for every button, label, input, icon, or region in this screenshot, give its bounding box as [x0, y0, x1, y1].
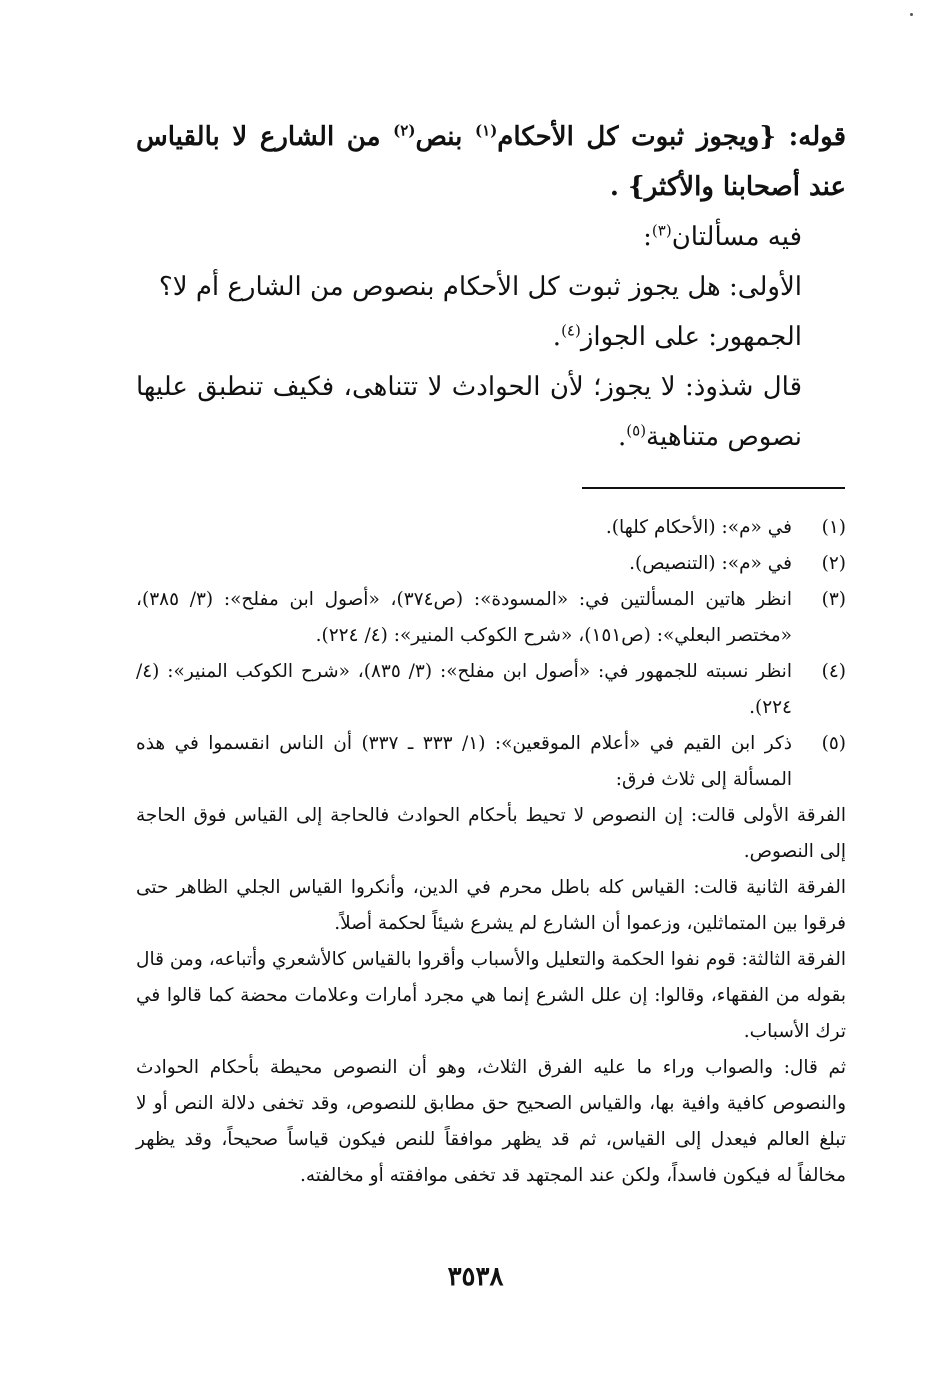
footnote-text: في «م»: (الأحكام كلها). — [605, 517, 792, 538]
footnote-text: ذكر ابن القيم في «أعلام الموقعين»: (١/ ٣٣٣ ـ ٣٣٧) أن الناس انقسموا في هذه المسألة إلى ثلاث فرق: — [136, 733, 792, 790]
footnote-ref-2[interactable]: (٢) — [393, 121, 416, 140]
footnote-5 — [136, 726, 846, 798]
minority-paragraph: قال شذوذ: لا يجوز؛ لأن الحوادث لا تتناهى، فكيف تنطبق عليها نصوص متناهية$^{(٥)}$. — [136, 372, 802, 452]
majority-line: الجمهور: على الجواز$^{(٤)}$. — [552, 321, 802, 352]
footnote-ref-3[interactable]: (٣) — [651, 221, 672, 240]
page-number: ٣٥٣٨ — [447, 1262, 504, 1292]
footnote-number: (٥) — [821, 733, 846, 754]
footnote-4 — [136, 654, 846, 726]
footnote-1 — [136, 510, 846, 546]
footnote-3 — [136, 582, 846, 654]
issues-line: فيه مسألتان$^{(٣)}$: — [643, 221, 802, 252]
footnote-ref-5[interactable]: (٥) — [626, 421, 647, 440]
footnote-text: انظر هاتين المسألتين في: «المسودة»: (ص٣٧٤)، «أصول ابن مفلح»: (٣/ ٣٨٥)، «مختصر البعلي»: (ص١٥١)، «شرح الكوكب المنير»: (٤/ ٢٢٤). — [136, 589, 792, 646]
footnote-text: في «م»: (التنصيص). — [629, 553, 792, 574]
footnote-5-conclusion: ثم قال: والصواب وراء ما عليه الفرق الثلاث، وهو أن النصوص محيطة بأحكام الحوادث والنصوص كافية وافية بها، والقياس الصحيح حق مطابق للنصوص، وقد تخفى دلالة النص أو لا تبلغ العالم فيعدل إلى القياس، ثم قد يظهر موافقاً للنص فيكون قياساً صحيحاً، وقد يظهر مخالفاً له فيكون فاسداً، ولكن عند المجتهد قد تخفى موافقته أو مخالفته. — [136, 1057, 846, 1186]
footnote-number: (١) — [821, 517, 846, 538]
footnote-number: (٣) — [821, 589, 846, 610]
footnote-5-second-group: الفرقة الثانية قالت: القياس كله باطل محرم في الدين، وأنكروا القياس الجلي الظاهر حتى فرقوا بين المتماثلين، وزعموا أن الشارع لم يشرع شيئاً لحكمة أصلاً. — [136, 877, 846, 934]
footnote-ref-4[interactable]: (٤) — [561, 321, 581, 340]
footnote-number: (٤) — [821, 661, 846, 682]
footnote-5-third-group: الفرقة الثالثة: قوم نفوا الحكمة والتعليل والأسباب وأقروا بالقياس كالأشعري وأتباعه، ومن قال بقوله من الفقهاء، وقالوا: إن علل الشرع إنما هي مجرد أمارات وعلامات محضة كما قالوا في ترك الأسباب. — [136, 949, 846, 1042]
first-issue-line: الأولى: هل يجوز ثبوت كل الأحكام بنصوص من الشارع أم لا؟ — [158, 272, 802, 302]
scan-speck — [910, 13, 913, 16]
statement-paragraph: قوله: {ويجوز ثبوت كل الأحكام$^{(١)}$ بنص$^{(٢)}$ من الشارع لا بالقياس عند أصحابنا والأكثر} . — [136, 121, 846, 202]
footnote-separator — [582, 487, 845, 489]
main-text — [136, 112, 846, 462]
footnote-number: (٢) — [821, 553, 846, 574]
footnote-5-first-group: الفرقة الأولى قالت: إن النصوص لا تحيط بأحكام الحوادث فالحاجة إلى القياس فوق الحاجة إلى النصوص. — [136, 805, 846, 862]
footnote-text: انظر نسبته للجمهور في: «أصول ابن مفلح»: (٣/ ٨٣٥)، «شرح الكوكب المنير»: (٤/ ٢٢٤). — [136, 661, 792, 718]
footnote-ref-1[interactable]: (١) — [475, 121, 498, 140]
footnotes — [136, 510, 846, 1194]
footnote-2 — [136, 546, 846, 582]
